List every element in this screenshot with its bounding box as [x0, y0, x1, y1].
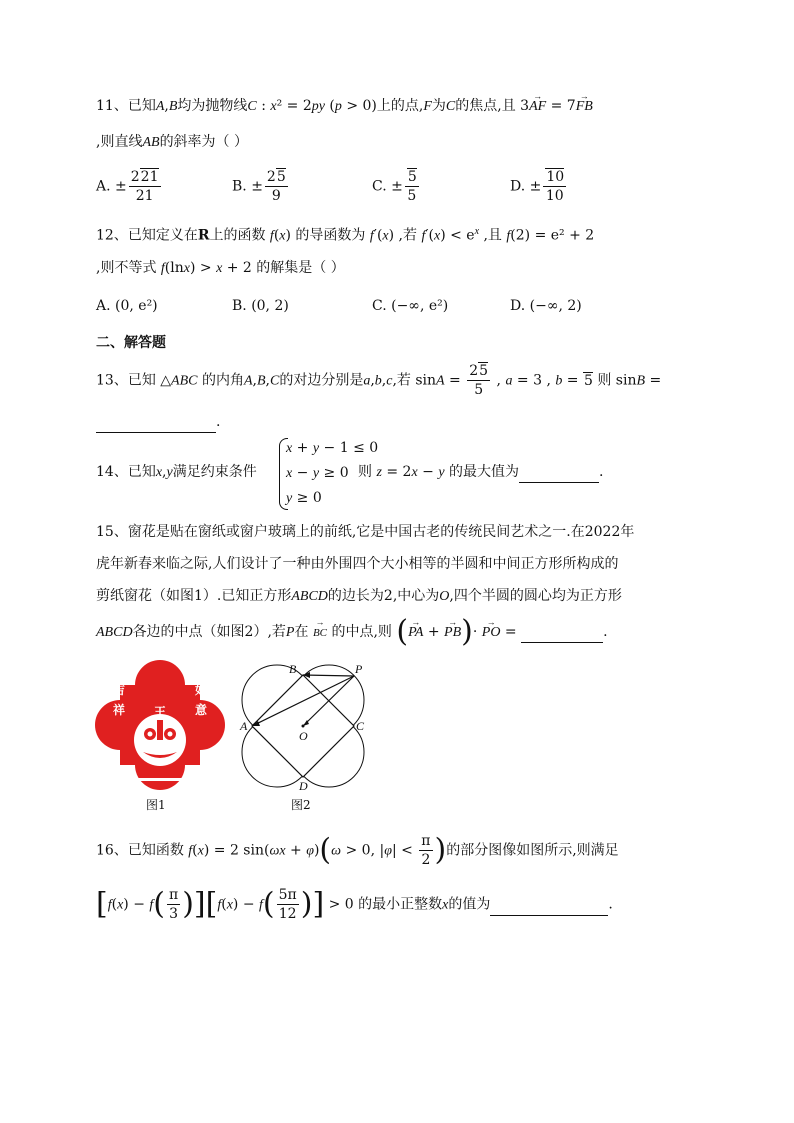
fig1-caption: 图1: [146, 798, 166, 812]
fig1-char-xiang: 祥: [113, 703, 126, 717]
q14-line: 14、已知x,y满足约束条件: [96, 464, 257, 480]
q14-objective: 则 z = 2x − y 的最大值为 .: [358, 462, 603, 483]
fig1-char-yi: 意: [195, 703, 208, 717]
q12-line1: 12、已知定义在R上的函数 f(x) 的导函数为 f′(x) ,若 $f'(x) < e^x$ ,且 f(2) = e² + 2: [96, 226, 595, 244]
q15-line4: ABCD各边的中点（如图2）,若P在 → BC 的中点,则 (→ PA + → PB)· → PO = .: [96, 622, 608, 643]
q13-answer: .: [96, 412, 220, 433]
q14-answer-blank[interactable]: [519, 462, 599, 483]
q14-number: 14、: [96, 464, 128, 480]
q11-number: 11、: [96, 98, 128, 114]
q15-line3: 剪纸窗花（如图1）.已知正方形ABCD的边长为2,中心为O,四个半圆的圆心均为正方形: [96, 588, 622, 604]
q15-line1: 15、窗花是贴在窗纸或窗户玻璃上的前纸,它是中国古老的传统民间艺术之一.在2022年: [96, 524, 635, 540]
fig1-char-wang: 王: [154, 705, 167, 719]
paper-cut-figure: [95, 660, 225, 790]
point-b: B: [289, 662, 297, 676]
q12-option-d: D. (−∞, 2): [510, 298, 582, 314]
q16-line1: 16、已知函数 f(x) = 2 sin(ωx + φ)(ω > 0, |φ| < $\frac{\pi}{2}$ )的部分图像如图所示,则满足: [96, 832, 619, 868]
q11-options: [96, 168, 716, 208]
fig1-char-ji: 吉: [113, 683, 126, 697]
geometry-figure: [238, 662, 368, 792]
q13-line: 13、已知 △ABC 的内角A,B,C的对边分别是a,b,c,若 sinA = $\frac{25}{5}$ , a = 3 , b = 5 则 sinB =: [96, 363, 662, 398]
q15-number: 15、: [96, 524, 128, 540]
q11-option-a: A. ± $\frac{221}{21}$: [96, 169, 159, 204]
q12-line2: ,则不等式 f(lnx) > x + 2 的解集是（ ）: [96, 260, 345, 276]
point-c: C: [356, 719, 365, 733]
q11-option-d: D. ± $\frac{10}{10}$: [510, 169, 565, 204]
q14-constraint-2: x − y ≥ 0: [286, 465, 349, 481]
q16-line2: [f(x) − f( $\frac{\pi}{3}$ )][f(x) − f( $\frac{5\pi}{12}$ )] > 0 的最小正整数x的值为 .: [96, 886, 613, 922]
q12-option-b: B. (0, 2): [232, 298, 289, 314]
point-p: P: [355, 662, 363, 676]
q13-number: 13、: [96, 372, 128, 389]
q11-line2: ,则直线AB的斜率为（ ）: [96, 134, 249, 150]
q11-option-c: C. ± $\frac{5}{5}$: [372, 169, 417, 204]
q15-answer-blank[interactable]: [521, 622, 603, 643]
q11-option-b: B. ± $\frac{25}{9}$: [232, 169, 286, 204]
q11-line1: 11、已知A,B均为抛物线C : x² = 2py (p > 0)上的点,F为C的焦点,且 3→ AF = 7→ FB: [96, 96, 593, 117]
q14-constraint-3: y ≥ 0: [286, 490, 322, 506]
point-d: D: [299, 779, 308, 792]
point-o: O: [299, 729, 308, 743]
q15-line2: 虎年新春来临之际,人们设计了一种由外围四个大小相等的半圆和中间正方形所构成的: [96, 556, 619, 572]
q16-number: 16、: [96, 842, 128, 859]
q12-number: 12、: [96, 227, 128, 244]
q12-options: [96, 296, 716, 318]
q12-option-a: A. (0, e²): [96, 298, 158, 314]
fig1-char-ru: 如: [195, 683, 208, 697]
q14-constraint-1: x + y − 1 ≤ 0: [286, 440, 379, 456]
q12-option-c: C. (−∞, e²): [372, 298, 449, 314]
q16-answer-blank[interactable]: [490, 895, 608, 916]
point-a: A: [240, 719, 248, 733]
fig2-caption: 图2: [291, 798, 311, 812]
q13-answer-blank[interactable]: [96, 412, 216, 433]
section-heading: 二、解答题: [96, 335, 166, 351]
